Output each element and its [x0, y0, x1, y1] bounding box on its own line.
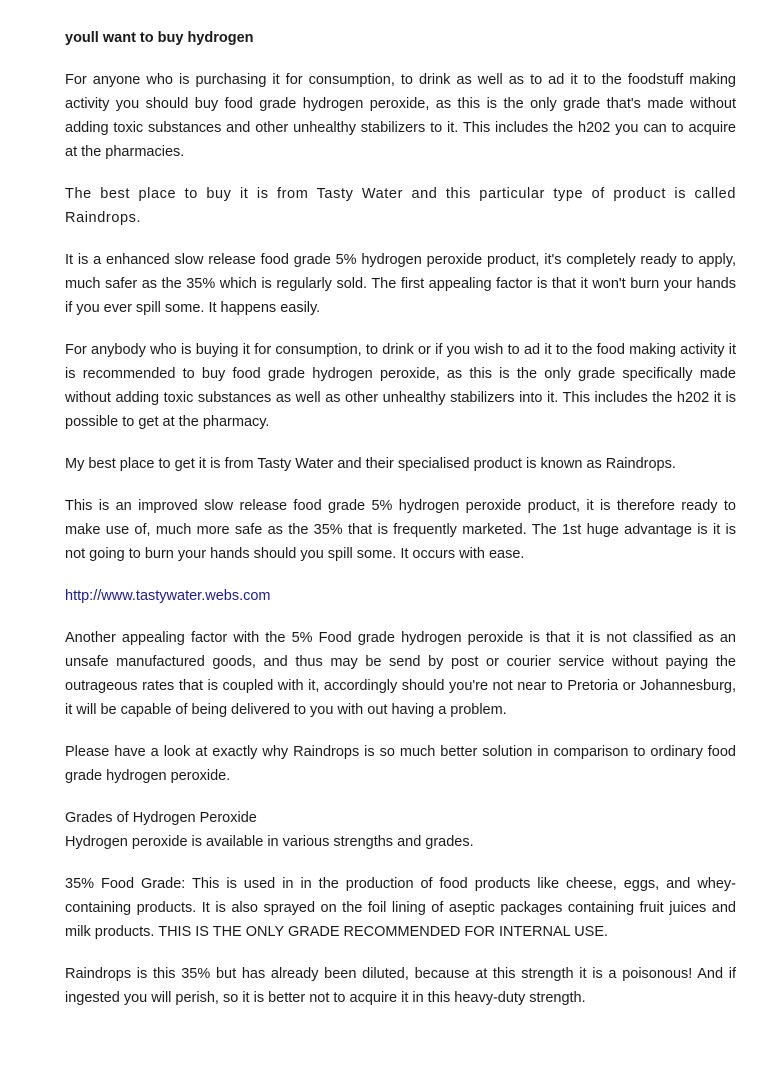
grades-heading: Grades of Hydrogen Peroxide	[65, 810, 257, 826]
paragraph-consumption: For anybody who is buying it for consumption, to drink or if you wish to ad it to the food making activity it is recommended to buy food grade hydrogen peroxide, as this is the only grade specifically made without adding toxic substances as well as other unhealthy stabilizers into it. This includes the h202 it is possible to get at the pharmacy.	[65, 342, 736, 430]
paragraph-appealing-factor: Another appealing factor with the 5% Food grade hydrogen peroxide is that it is not classified as an unsafe manufactured goods, and thus may be send by post or courier service without paying the outrageous rates that is coupled with it, accordingly should you're not near to Pretoria or Johannesburg, it will be capable of being delivered to you with out having a problem.	[65, 630, 736, 718]
tastywater-link[interactable]: http://www.tastywater.webs.com	[65, 588, 271, 604]
paragraph-purchasing: For anyone who is purchasing it for consumption, to drink as well as to ad it to the foodstuff making activity you should buy food grade hydrogen peroxide, as this is the only grade that's made without adding toxic substances and other unhealthy stabilizers to it. This includes the h202 you can to acquire at the pharmacies.	[65, 72, 736, 160]
grades-section	[65, 806, 736, 854]
paragraph-35-food-grade: 35% Food Grade: This is used in in the production of food products like cheese, eggs, and whey-containing products. It is also sprayed on the foil lining of aseptic packages containing fruit juices and milk products. THIS IS THE ONLY GRADE RECOMMENDED FOR INTERNAL USE.	[65, 876, 736, 940]
grades-intro: Hydrogen peroxide is available in various strengths and grades.	[65, 834, 474, 850]
paragraph-enhanced: It is a enhanced slow release food grade 5% hydrogen peroxide product, it's completely ready to apply, much safer as the 35% which is regularly sold. The first appealing factor is that it won't burn your hands if you ever spill some. It happens easily.	[65, 252, 736, 316]
paragraph-my-best-place: My best place to get it is from Tasty Water and their specialised product is known as Raindrops.	[65, 456, 676, 472]
paragraph-please-look: Please have a look at exactly why Raindrops is so much better solution in comparison to ordinary food grade hydrogen peroxide.	[65, 744, 736, 784]
document-title: youll want to buy hydrogen	[65, 30, 254, 46]
paragraph-closing: Raindrops is this 35% but has already been diluted, because at this strength it is a poisonous! And if ingested you will perish, so it is better not to acquire it in this heavy-duty strength.	[65, 966, 736, 1006]
document-page	[65, 26, 736, 1028]
paragraph-best-place: The best place to buy it is from Tasty Water and this particular type of product is called Raindrops.	[65, 186, 736, 226]
paragraph-improved: This is an improved slow release food grade 5% hydrogen peroxide product, it is therefore ready to make use of, much more safe as the 35% that is frequently marketed. The 1st huge advantage is it is not going to burn your hands should you spill some. It occurs with ease.	[65, 498, 736, 562]
